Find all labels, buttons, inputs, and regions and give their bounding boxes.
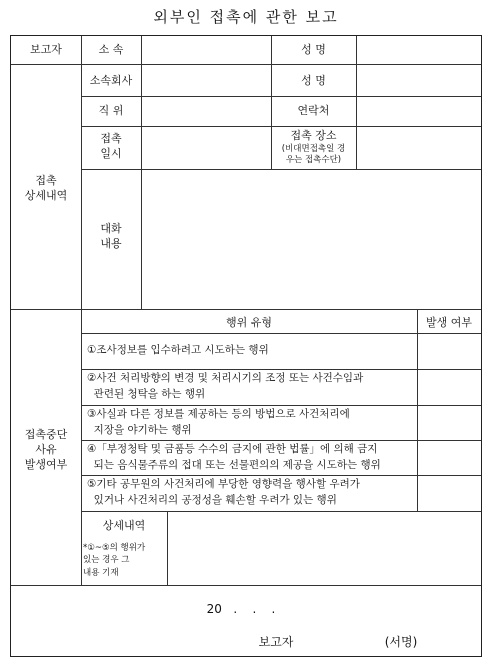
position-label: 직 위 <box>98 104 124 117</box>
behavior-item: ①조사정보를 입수하려고 시도하는 행위 <box>87 344 269 356</box>
behavior-type-header: 행위 유형 <box>225 316 272 329</box>
contact-place-label: 접촉 장소 <box>290 129 337 142</box>
company-label: 소속회사 <box>89 74 133 87</box>
footer-reporter-label: 보고자 <box>258 635 294 649</box>
contact-name-field[interactable] <box>357 65 480 95</box>
behavior-item: ②사건 처리방향의 변경 및 처리시기의 조정 또는 사건수임과 관련된 청탁을 하는 행위 <box>87 372 364 400</box>
behavior-item: ③사실과 다른 정보를 제공하는 등의 방법으로 사건처리에 지장을 야기하는 행위 <box>87 408 350 436</box>
signature-label: (서명) <box>384 635 418 649</box>
document-title: 외부인 접촉에 관한 보고 <box>153 8 339 26</box>
occurrence-cell[interactable] <box>418 334 480 368</box>
contact-label: 연락처 <box>297 104 330 117</box>
occurrence-header: 발생 여부 <box>425 316 472 329</box>
conversation-label: 대화 내용 <box>100 222 122 250</box>
detail-field[interactable] <box>168 512 480 584</box>
report-form <box>10 35 482 657</box>
contact-place-field[interactable] <box>357 127 480 168</box>
position-field[interactable] <box>142 97 270 125</box>
contact-field[interactable] <box>357 97 480 125</box>
occurrence-cell[interactable] <box>418 441 480 474</box>
affiliation-label: 소 속 <box>98 43 124 56</box>
contact-detail-section-label: 접촉 상세내역 <box>24 174 68 202</box>
occurrence-cell[interactable] <box>418 476 480 510</box>
contact-datetime-label: 접촉 일시 <box>100 132 122 160</box>
detail-label: 상세내역 <box>102 519 146 532</box>
row-divider <box>11 585 481 586</box>
name-label: 성 명 <box>301 43 326 56</box>
contact-place-note: (비대면접촉일 경 우는 접촉수단) <box>281 144 346 166</box>
affiliation-field[interactable] <box>142 37 270 63</box>
occurrence-cell[interactable] <box>418 406 480 439</box>
behavior-item: ④「부정청탁 및 금품등 수수의 금지에 관한 법률」에 의해 금지 되는 음식물주류의 접대 또는 선물편의의 제공을 시도하는 행위 <box>87 443 381 471</box>
name-label-2: 성 명 <box>301 74 326 87</box>
name-field[interactable] <box>357 37 480 63</box>
date-line: 20 . . . <box>206 602 276 616</box>
contact-datetime-field[interactable] <box>142 127 270 168</box>
detail-note: *①~⑤의 행위가 있는 경우 그 내용 기재 <box>83 543 146 578</box>
reporter-label: 보고자 <box>30 43 62 56</box>
company-field[interactable] <box>142 65 270 95</box>
occurrence-cell[interactable] <box>418 370 480 404</box>
suspension-section-label: 접촉중단 사유 발생여부 <box>24 428 68 471</box>
behavior-item: ⑤기타 공무원의 사건처리에 부당한 영향력을 행사할 우려가 있거나 사건처리의 공정성을 훼손할 우려가 있는 행위 <box>87 478 360 506</box>
conversation-field[interactable] <box>142 170 480 308</box>
